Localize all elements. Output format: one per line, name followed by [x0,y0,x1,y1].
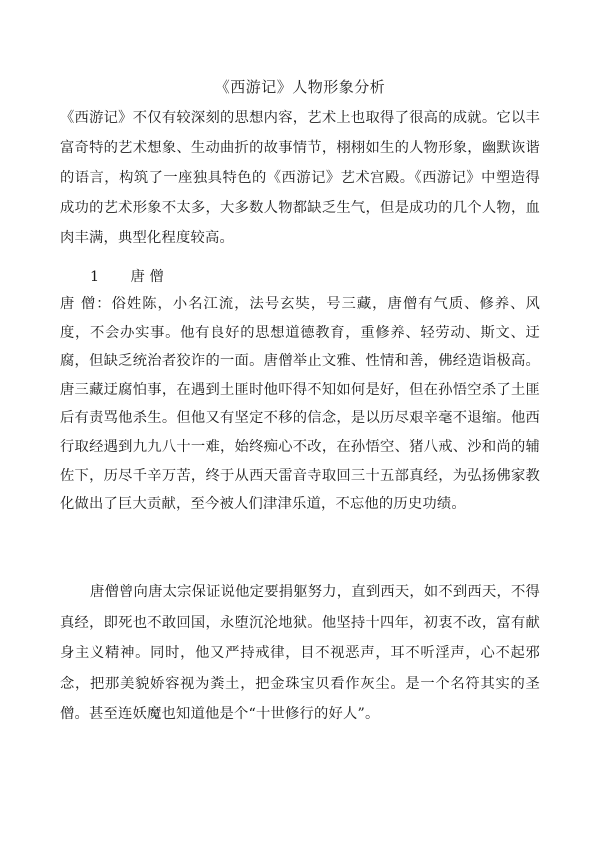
tangseng-paragraph: 唐 僧：俗姓陈，小名江流，法号玄奘，号三藏，唐僧有气质、修养、风度，不会办实事。他有良好的思想道德教育，重修养、轻劳动、斯文、迂腐，但缺乏统治者狡诈的一面。唐僧举止文雅、性情和善，佛经造诣极高。唐三藏迂腐怕事，在遇到土匪时他吓得不知如何是好，但在孙悟空杀了土匪后有责骂他杀生。但他又有坚定不移的信念，是以历尽艰辛毫不退缩。他西行取经遇到九九八十一难，始终痴心不改，在孙悟空、猪八戒、沙和尚的辅佐下，历尽千辛万苦，终于从西天雷音寺取回三十五部真经，为弘扬佛家教化做出了巨大贡献，至今被人们津津乐道，不忘他的历史功绩。 [60,296,540,513]
section-heading [90,262,164,292]
tangseng-paragraph-2: 唐僧曾向唐太宗保证说他定要捐躯努力，直到西天，如不到西天，不得真经，即死也不敢回国，永堕沉沦地狱。他坚持十四年，初衷不改，富有献身主义精神。同时，他又严持戒律，目不视恶声，耳不听淫声，心不起邪念，把那美貌娇容视为粪土，把金珠宝贝看作灰尘。是一个名符其实的圣僧。甚至连妖魔也知道他是个“十世修行的好人”。 [60,584,540,722]
section-number: 1 [90,269,100,285]
intro-paragraph: 《西游记》不仅有较深刻的思想内容，艺术上也取得了很高的成就。它以丰富奇特的艺术想象、生动曲折的故事情节，栩栩如生的人物形象，幽默诙谐的语言，构筑了一座独具特色的《西游记》艺术宫殿。《西游记》中塑造得成功的艺术形象不太多，大多数人物都缺乏生气，但是成功的几个人物，血肉丰满，典型化程度较高。 [60,110,540,246]
document-title: 《西游记》人物形象分析 [214,78,386,96]
section-title: 唐 僧 [130,269,164,285]
